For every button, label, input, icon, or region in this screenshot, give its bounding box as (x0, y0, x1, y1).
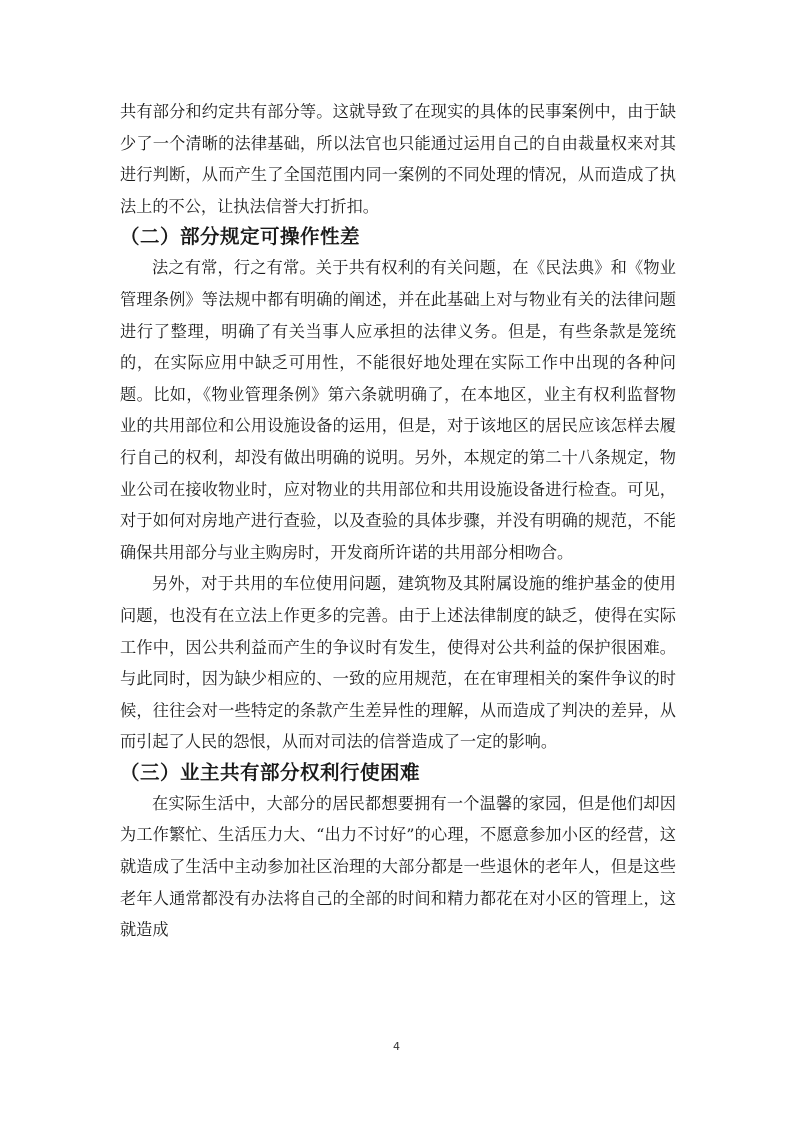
page-content (120, 96, 676, 946)
paragraph-residents: 在实际生活中，大部分的居民都想要拥有一个温馨的家园，但是他们却因为工作繁忙、生活压力大、“出力不讨好”的心理，不愿意参加小区的经营，这就造成了生活中主动参加社区治理的大部分都是一些退休的老年人，但是这些老年人通常都没有办法将自己的全部的时间和精力都花在对小区的管理上，这就造成 (120, 793, 676, 940)
paragraph-regulations: 法之有常，行之有常。关于共有权利的有关问题，在《民法典》和《物业管理条例》等法规中都有明确的阐述，并在此基础上对与物业有关的法律问题进行了整理，明确了有关当事人应承担的法律义务。但是，有些条款是笼统的，在实际应用中缺乏可用性，不能很好地处理在实际工作中出现的各种问题。比如，《物业管理条例》第六条就明确了，在本地区，业主有权利监督物业的共用部位和公用设施设备的运用，但是，对于该地区的居民应该怎样去履行自己的权利，却没有做出明确的说明。另外，本规定的第二十八条规定，物业公司在接收物业时，应对物业的共用部位和共用设施设备进行检查。可见，对于如何对房地产进行查验，以及查验的具体步骤，并没有明确的规范，不能确保共用部分与业主购房时，开发商所许诺的共用部分相吻合。 (120, 258, 676, 562)
section-heading-2: （二）部分规定可操作性差 (120, 225, 361, 249)
paragraph-parking: 另外，对于共用的车位使用问题，建筑物及其附属设施的维护基金的使用问题，也没有在立法上作更多的完善。由于上述法律制度的缺乏，使得在实际工作中，因公共利益而产生的争议时有发生，使得对公共利益的保护很困难。与此同时，因为缺少相应的、一致的应用规范，在在审理相关的案件争议的时候，往往会对一些特定的条款产生差异性的理解，从而造成了判决的差异，从而引起了人民的怨恨，从而对司法的信誉造成了一定的影响。 (120, 574, 676, 752)
section-heading-3: （三）业主共有部分权利行使困难 (120, 760, 421, 784)
paragraph-continued: 共有部分和约定共有部分等。这就导致了在现实的具体的民事案例中，由于缺少了一个清晰的法律基础，所以法官也只能通过运用自己的自由裁量权来对其进行判断，从而产生了全国范围内同一案例的不同处理的情况，从而造成了执法上的不公，让执法信誉大打折扣。 (120, 102, 676, 216)
page-number: 4 (393, 1040, 400, 1053)
